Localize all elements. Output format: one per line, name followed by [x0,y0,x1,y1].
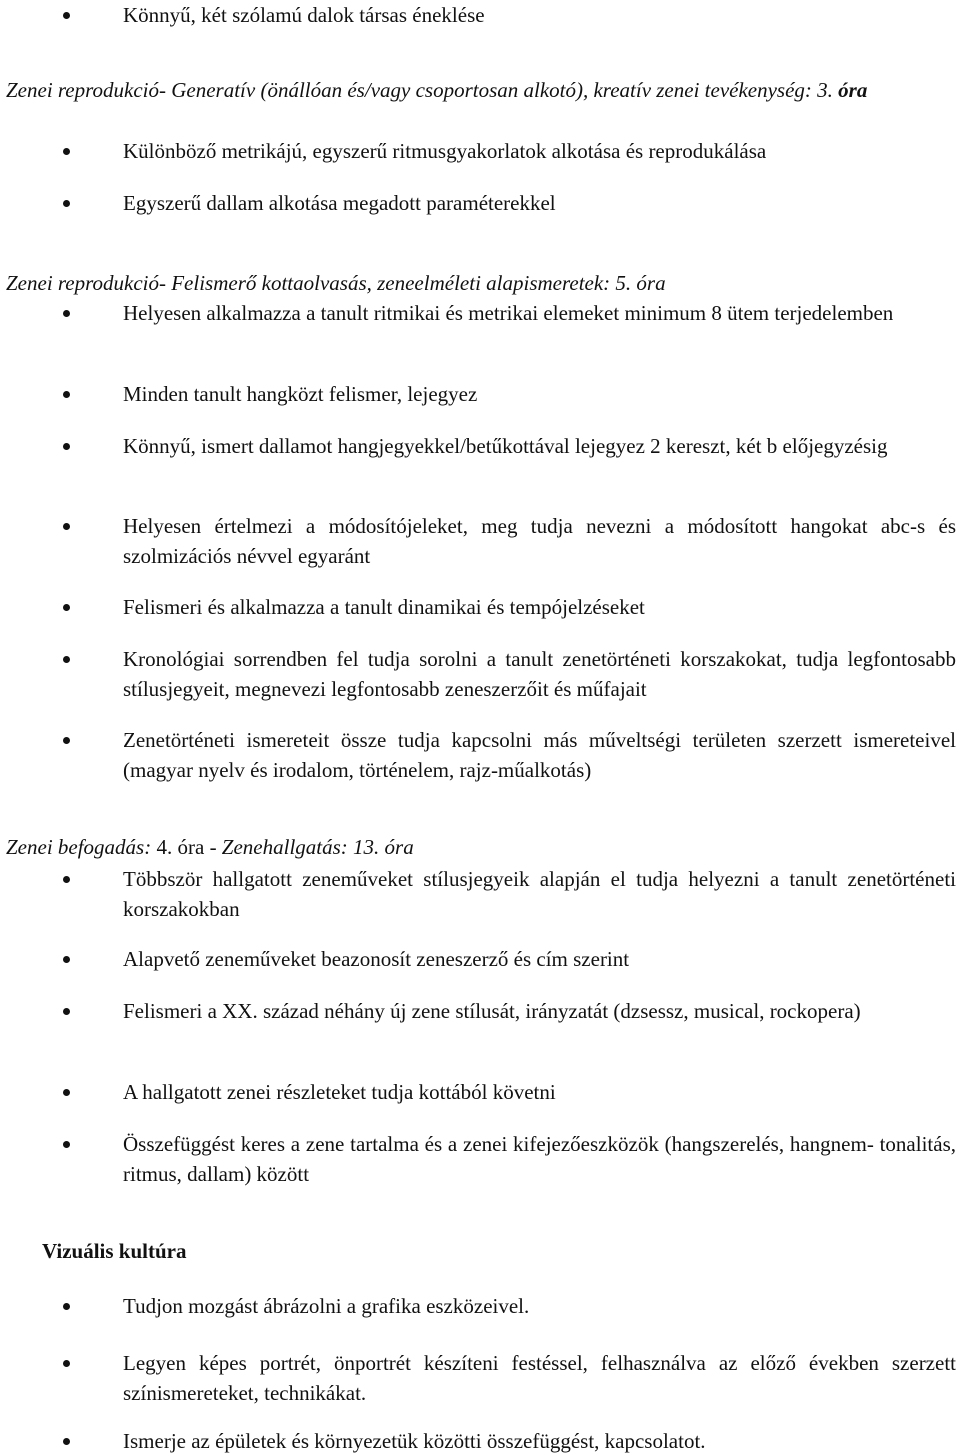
bullet-icon [63,148,70,155]
list-item-text: Felismeri és alkalmazza a tanult dinamikai és tempójelzéseket [123,595,645,619]
bullet-icon [63,604,70,611]
bullet-icon [63,391,70,398]
bullet-icon [63,1360,70,1367]
bullet-icon [63,1008,70,1015]
list-item-text: Könnyű, két szólamú dalok társas éneklése [123,3,485,27]
list-item-text: Különböző metrikájú, egyszerű ritmusgyakorlatok alkotása és reprodukálása [123,139,767,163]
section-heading-visual-culture: Vizuális kultúra [42,1239,187,1263]
heading-italic-text: Zenei reprodukció- Generatív (önállóan és/vagy csoportosan alkotó), kreatív zenei tevékenység: 3. [6,78,833,102]
list-item-text: Felismeri a XX. század néhány új zene stílusát, irányzatát (dzsessz, musical, rockopera) [123,999,861,1023]
bullet-icon [63,1303,70,1310]
list-item-text: A hallgatott zenei részleteket tudja kottából követni [123,1080,556,1104]
bullet-icon [63,1089,70,1096]
list-item-text: Egyszerű dallam alkotása megadott paraméterekkel [123,191,556,215]
bullet-icon [63,1438,70,1445]
bullet-icon [63,956,70,963]
bullet-icon [63,443,70,450]
list-item-text: Összefüggést keres a zene tartalma és a zenei kifejezőeszközök (hangszerelés, hangnem- tonalitás, ritmus, dallam) között [123,1132,956,1186]
heading-part-3: - Zenehallgatás: [204,835,354,859]
list-item-text: Legyen képes portrét, önportrét készíteni festéssel, felhasználva az előző években szerzett színismereteket, technikákat. [123,1351,956,1405]
bullet-icon [63,1141,70,1148]
list-item-text: Minden tanult hangközt felismer, lejegyez [123,382,478,406]
list-item-text: Zenetörténeti ismereteit össze tudja kapcsolni más műveltségi területen szerzett ismereteivel (magyar nyelv és irodalom, történelem, rajz-műalkotás) [123,728,956,782]
section-heading-listening [6,832,956,862]
heading-bold-text: óra [832,78,868,102]
heading-text: Zenei reprodukció- Felismerő kottaolvasás, zeneelméleti alapismeretek: 5. óra [6,271,666,295]
heading-part-1: Zenei befogadás: [6,835,157,859]
bullet-icon [63,737,70,744]
section-heading-generative [6,75,956,105]
bullet-icon [63,200,70,207]
list-item-text: Könnyű, ismert dallamot hangjegyekkel/betűkottával lejegyez 2 kereszt, két b előjegyzésig [123,434,888,458]
list-item-text: Alapvető zeneműveket beazonosít zeneszerző és cím szerint [123,947,630,971]
bullet-icon [63,310,70,317]
bullet-icon [63,523,70,530]
heading-part-2: 4. óra [156,835,205,859]
list-item-text: Kronológiai sorrendben fel tudja sorolni a tanult zenetörténeti korszakokat, tudja legfontosabb stílusjegyeit, megnevezi legfontosabb zeneszerzőit és műfajait [123,647,956,701]
bullet-icon [63,12,70,19]
list-item-text: Tudjon mozgást ábrázolni a grafika eszközeivel. [123,1294,530,1318]
list-item-text: Többször hallgatott zeneműveket stílusjegyeik alapján el tudja helyezni a tanult zenetörténeti korszakokban [123,867,956,921]
list-item-text: Helyesen alkalmazza a tanult ritmikai és metrikai elemeket minimum 8 ütem terjedelemben [123,301,894,325]
list-item-text: Ismerje az épületek és környezetük közötti összefüggést, kapcsolatot. [123,1429,706,1453]
bullet-icon [63,876,70,883]
list-item-text: Helyesen értelmezi a módosítójeleket, meg tudja nevezni a módosított hangokat abc-s és szolmizációs névvel egyaránt [123,514,956,568]
bullet-icon [63,656,70,663]
heading-part-4: 13. óra [353,835,414,859]
section-heading-reading [6,268,956,298]
